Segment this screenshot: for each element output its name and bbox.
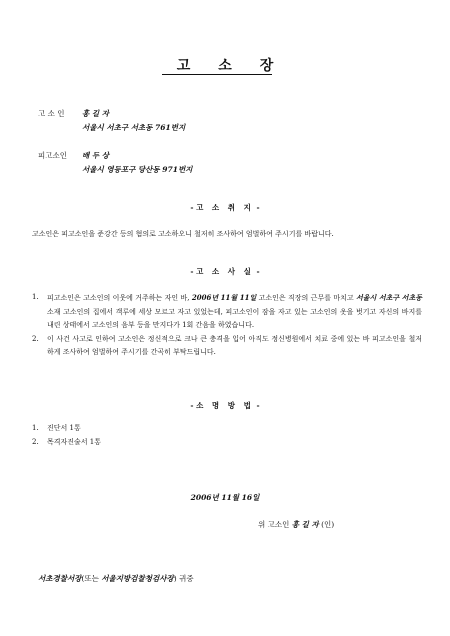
list-item	[32, 333, 422, 360]
recipient-suffix: 귀중	[179, 574, 194, 583]
title-char: 소	[218, 58, 232, 74]
heading-dash: -	[256, 401, 260, 410]
defendant-block	[38, 150, 193, 174]
item-text: 피고소인은 고소인의 이웃에 거주하는 자인 바,	[47, 294, 190, 302]
defendant-name: 배 두 상	[82, 151, 109, 160]
recipient-line	[38, 573, 194, 584]
facts-list	[32, 291, 422, 360]
heading-label: 고 소 사 실	[196, 267, 254, 276]
defendant-address: 서울시 영등포구 당산동 971번지	[82, 165, 193, 174]
item-text: 고소인은 직장의 근무를 마치고	[258, 294, 354, 302]
list-item	[32, 436, 422, 450]
defendant-role: 피고소인	[38, 151, 67, 160]
recipient-office: 서초경찰서장	[38, 574, 82, 583]
signer-name: 홍 길 자	[291, 520, 319, 529]
item-text: 이 사건 사고로 인하여 고소인은 정신적으로 크나 큰 충격을 입어 아직도 정신병원에서 치료 중에 있는 바 피고소인을 철저하게 조사하여 엄벌하여 주시기를 간곡히 부탁드립니다.	[47, 334, 422, 356]
recipient-paren: (또는	[81, 574, 99, 583]
evidence-list	[32, 422, 422, 449]
signature-line	[258, 519, 334, 530]
item-text: 목격자진술서 1통	[47, 437, 102, 446]
heading-label: 고 소 취 지	[196, 203, 254, 212]
item-number: 2.	[32, 334, 39, 343]
complainant-name: 홍 길 자	[82, 109, 109, 118]
heading-dash: -	[190, 401, 194, 410]
complainant-role: 고 소 인	[38, 109, 65, 118]
item-number: 1.	[32, 293, 39, 301]
signer-label: 위 고소인	[258, 520, 290, 529]
filing-date: 2006년 11월 16일	[190, 493, 260, 502]
item-text: 진단서 1통	[47, 424, 81, 432]
heading-label: 소 명 방 법	[196, 401, 254, 410]
item-text: 소재 고소인의 집에서 객루에 세상 모르고 자고 있었는데, 피고소인이 잠을 자고 있는 고소인의 옷을 벗기고 자신의 바지를 내린 상태에서 고소인의 음부 등을 만지다가 1회 간음을 하였습니다.	[47, 307, 422, 329]
purpose-heading	[0, 202, 450, 213]
recipient-prosecutor: 서울지방검찰청검사장	[101, 574, 174, 583]
heading-dash: -	[190, 267, 194, 276]
evidence-heading	[0, 400, 450, 411]
title-underline	[162, 74, 272, 75]
document-title	[0, 55, 450, 75]
item-number: 1.	[32, 424, 39, 432]
list-item	[32, 422, 422, 436]
complainant-block	[38, 108, 186, 132]
list-item	[32, 291, 422, 333]
title-char: 고	[176, 58, 191, 74]
heading-dash: -	[256, 267, 260, 276]
item-number: 2.	[32, 437, 39, 446]
recipient-paren: )	[173, 574, 177, 583]
facts-heading	[0, 266, 450, 277]
complainant-address: 서울시 서초구 서초동 761번지	[82, 123, 186, 132]
title-char: 장	[259, 58, 274, 74]
heading-dash: -	[190, 203, 194, 212]
incident-date: 2006년 11월 11일	[191, 293, 257, 302]
purpose-text: 고소인은 피고소인을 준강간 등의 혐의로 고소하오니 철저히 조사하여 엄벌하여 주시기를 바랍니다.	[32, 230, 334, 238]
incident-address: 서울시 서초구 서초동	[355, 293, 422, 302]
seal-mark: (인)	[321, 520, 335, 529]
heading-dash: -	[256, 203, 260, 212]
